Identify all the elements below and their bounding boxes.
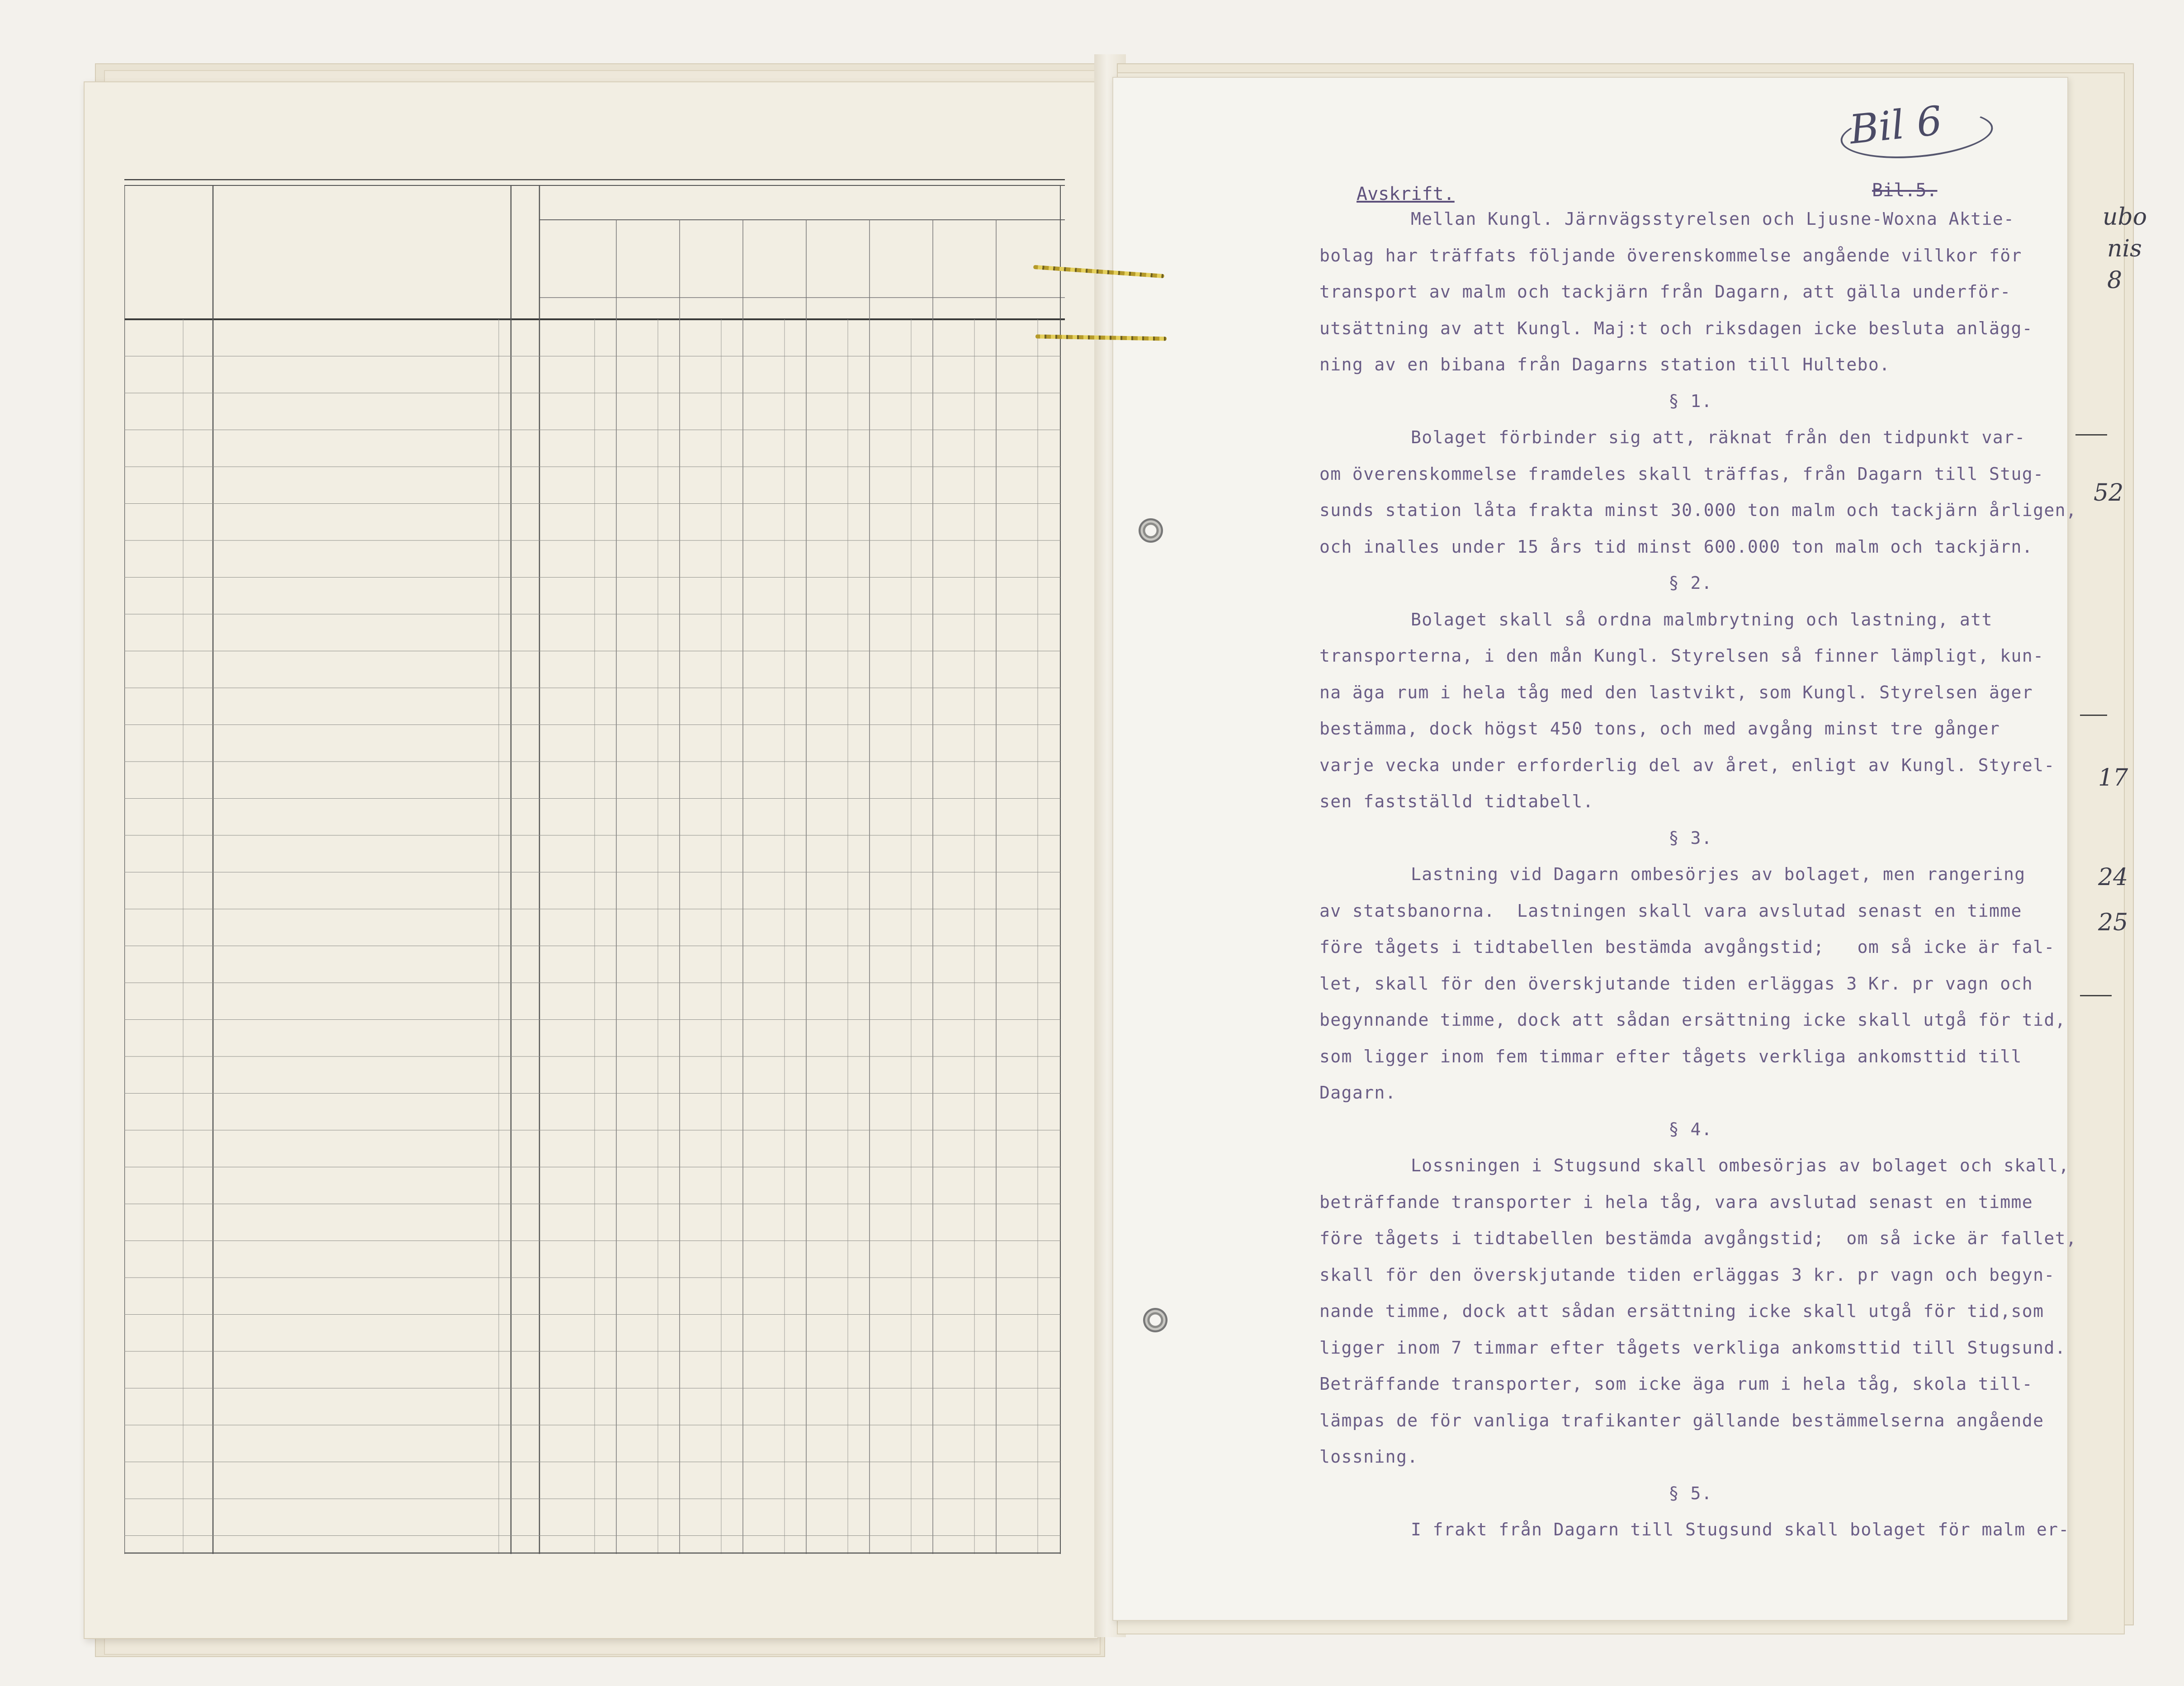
typed-line: och inalles under 15 års tid minst 600.000 ton malm och tackjärn.	[1319, 536, 2033, 557]
typed-line: beträffande transporter i hela tåg, vara avslutad senast en timme	[1319, 1192, 2033, 1212]
section-heading: § 3.	[1669, 828, 1713, 848]
typed-line: ligger inom 7 timmar efter tågets verkliga ankomsttid till Stugsund.	[1319, 1337, 2066, 1358]
edge-rule	[2075, 434, 2107, 436]
typed-line: som ligger inom fem timmar efter tågets verkliga ankomsttid till	[1319, 1046, 2022, 1066]
edge-rule	[2080, 995, 2112, 996]
edge-mark: 8	[2107, 267, 2123, 294]
typed-line: transporterna, i den mån Kungl. Styrelsen så finner lämpligt, kun-	[1319, 646, 2044, 666]
typed-line: skall för den överskjutande tiden erläggas 3 kr. pr vagn och begyn-	[1319, 1264, 2055, 1285]
document-reference: Bil.5.	[1872, 180, 1938, 201]
section-heading: § 2.	[1669, 573, 1713, 593]
typed-line: na äga rum i hela tåg med den lastvikt, som Kungl. Styrelsen äger	[1319, 682, 2033, 702]
edge-rule	[2080, 715, 2107, 716]
edge-mark: 25	[2098, 909, 2128, 936]
ledger-grid-lines	[124, 179, 1065, 1554]
edge-mark: 52	[2094, 479, 2124, 507]
section-heading: § 4.	[1669, 1119, 1713, 1139]
typed-line: utsättning av att Kungl. Maj:t och riksdagen icke besluta anlägg-	[1319, 318, 2033, 338]
typed-line: Dagarn.	[1319, 1083, 1396, 1103]
document-heading: Avskrift.	[1357, 184, 1455, 204]
typed-line: nande timme, dock att sådan ersättning icke skall utgå för tid,som	[1319, 1301, 2044, 1321]
handwritten-annotation: Bil 6	[1847, 97, 1944, 153]
section-heading: § 1.	[1669, 391, 1713, 411]
binder-eyelet-top	[1139, 518, 1163, 543]
typed-line: före tågets i tidtabellen bestämda avgångstid; om så icke är fallet,	[1319, 1228, 2077, 1248]
typed-line: begynnande timme, dock att sådan ersättning icke skall utgå för tid,	[1319, 1010, 2066, 1030]
typed-line: ning av en bibana från Dagarns station till Hultebo.	[1319, 355, 1891, 374]
typed-line: transport av malm och tackjärn från Dagarn, att gälla underför-	[1319, 282, 2011, 302]
typed-line: sunds station låta frakta minst 30.000 ton malm och tackjärn årligen,	[1319, 500, 2077, 520]
typed-line: Beträffande transporter, som icke äga rum i hela tåg, skola till-	[1319, 1374, 2033, 1394]
typed-line: lämpas de för vanliga trafikanter gällande bestämmelserna angående	[1319, 1410, 2044, 1430]
typed-line: Lastning vid Dagarn ombesörjes av bolaget, men rangering	[1411, 864, 2026, 884]
typed-line: sen fastställd tidtabell.	[1319, 791, 1594, 811]
typed-line: bestämma, dock högst 450 tons, och med avgång minst tre gånger	[1319, 719, 2000, 739]
typed-line: av statsbanorna. Lastningen skall vara avslutad senast en timme	[1319, 900, 2022, 921]
typed-line: bolag har träffats följande överenskommelse angående villkor för	[1319, 245, 2022, 265]
edge-mark: nis	[2107, 235, 2142, 262]
typed-line: om överenskommelse framdeles skall träffas, från Dagarn till Stug-	[1319, 464, 2044, 484]
edge-mark: 17	[2098, 764, 2128, 791]
typed-line: Mellan Kungl. Järnvägsstyrelsen och Ljusne-Woxna Aktie-	[1411, 209, 2015, 229]
ledger-grid	[124, 179, 1065, 1554]
typed-line: lossning.	[1319, 1447, 1418, 1467]
edge-mark: 24	[2098, 864, 2128, 891]
typed-line: före tågets i tidtabellen bestämda avgångstid; om så icke är fal-	[1319, 937, 2055, 957]
typed-line: Lossningen i Stugsund skall ombesörjas av bolaget och skall,	[1411, 1156, 2070, 1175]
typed-line: I frakt från Dagarn till Stugsund skall bolaget för malm er-	[1411, 1520, 2070, 1539]
typed-line: Bolaget förbinder sig att, räknat från den tidpunkt var-	[1411, 427, 2026, 447]
typed-line: varje vecka under erforderlig del av året, enligt av Kungl. Styrel-	[1319, 755, 2055, 775]
section-heading: § 5.	[1669, 1483, 1713, 1503]
typed-line: Bolaget skall så ordna malmbrytning och lastning, att	[1411, 609, 1993, 630]
binder-eyelet-bottom	[1143, 1308, 1168, 1332]
edge-mark: ubo	[2103, 204, 2147, 231]
typed-line: let, skall för den överskjutande tiden erläggas 3 Kr. pr vagn och	[1319, 973, 2033, 994]
